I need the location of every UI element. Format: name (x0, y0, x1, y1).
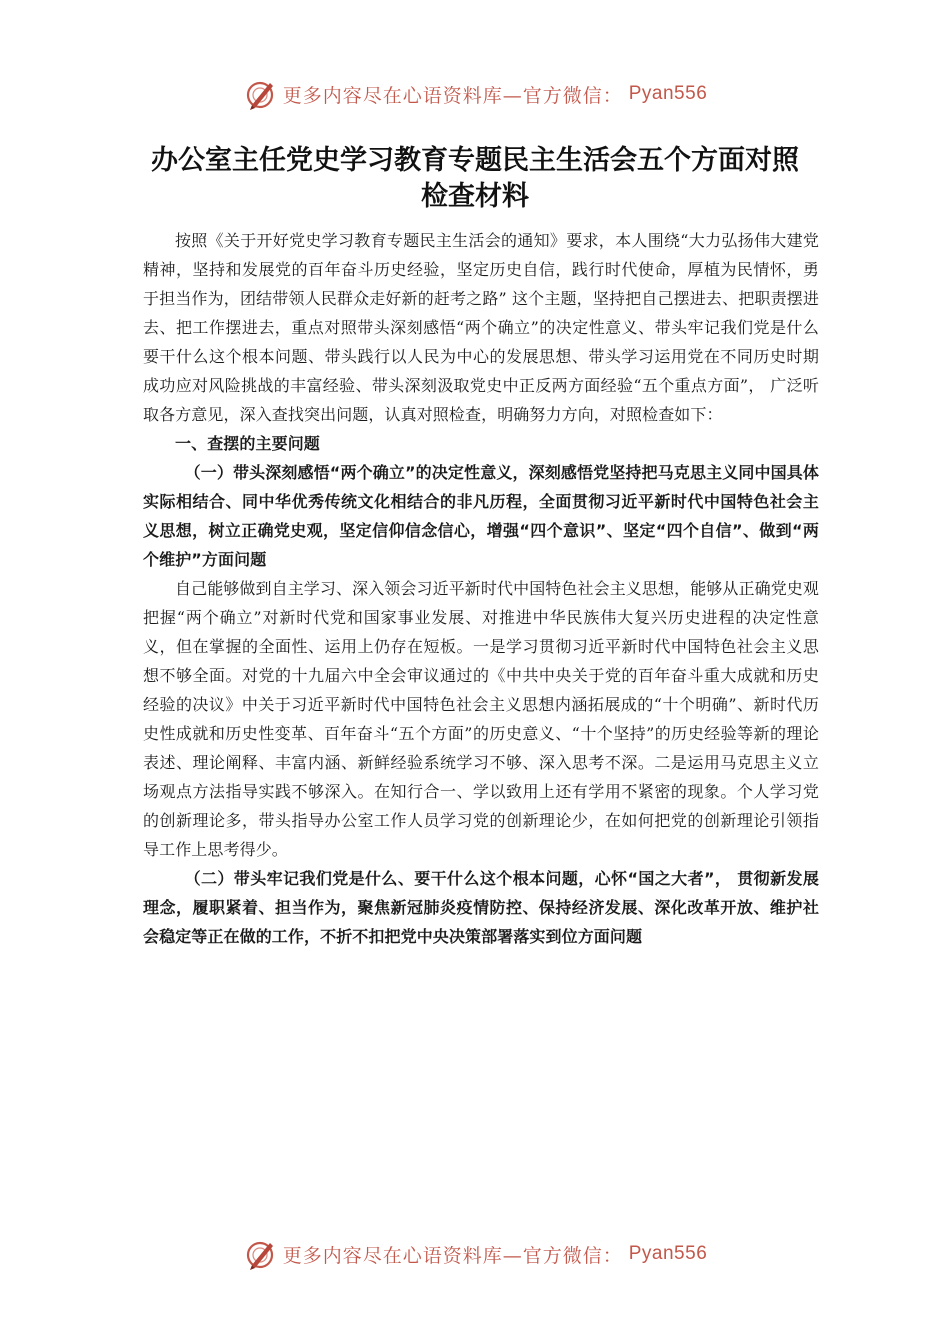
watermark-text: 更多内容尽在心语资料库—官方微信： (282, 84, 623, 107)
subsection-heading-2: （二）带头牢记我们党是什么、要干什么这个根本问题，心怀“国之大者”， 贯彻新发展理念，履职紧着、担当作为，聚焦新冠肺炎疫情防控、保持经济发展、深化改革开放、维护社会稳定等正在做的工作，不折不扣把党中央决策部署落实到位方面问题 (143, 869, 819, 946)
watermark-wechat-id: Pyan556 (628, 1243, 708, 1264)
pen-logo-icon (243, 77, 277, 111)
pen-logo-icon (243, 1237, 277, 1271)
document-body (143, 226, 819, 951)
subsection-heading-1: （一）带头深刻感悟“两个确立”的决定性意义，深刻感悟党坚持把马克思主义同中国具体实际相结合、同中华优秀传统文化相结合的非凡历程，全面贯彻习近平新时代中国特色社会主义思想，树立正确党史观，坚定信仰信念信心，增强“四个意识”、坚定“四个自信”、做到“两个维护”方面问题 (143, 463, 819, 569)
section-heading: 一、查摆的主要问题 (175, 434, 320, 453)
body-paragraph: 自己能够做到自主学习、深入领会习近平新时代中国特色社会主义思想，能够从正确党史观把握“两个确立”对新时代党和国家事业发展、对推进中华民族伟大复兴历史进程的决定性意义，但在掌握的全面性、运用上仍存在短板。一是学习贯彻习近平新时代中国特色社会主义思想不够全面。对党的十九届六中全会审议通过的《中共中央关于党的百年奋斗重大成就和历史经验的决议》中关于习近平新时代中国特色社会主义思想内涵拓展成的“十个明确”、新时代历史性成就和历史性变革、百年奋斗“五个方面”的历史意义、“十个坚持”的历史经验等新的理论表述、理论阐释、丰富内涵、新鲜经验系统学习不够、深入思考不深。二是运用马克思主义立场观点方法指导实践不够深入。在知行合一、学以致用上还有学用不紧密的现象。个人学习党的创新理论多，带头指导办公室工作人员学习党的创新理论少，在如何把党的创新理论引领指导工作上思考得少。 (143, 579, 820, 859)
watermark-header (0, 72, 950, 116)
intro-paragraph: 按照《关于开好党史学习教育专题民主生活会的通知》要求，本人围绕“大力弘扬伟大建党精神，坚持和发展党的百年奋斗历史经验，坚定历史自信，践行时代使命，厚植为民情怀，勇于担当作为，团结带领人民群众走好新的赶考之路” 这个主题，坚持把自己摆进去、把职责摆进去、把工作摆进去，重点对照带头深刻感悟“两个确立”的决定性意义、带头牢记我们党是什么要干什么这个根本问题、带头践行以人民为中心的发展思想、带头学习运用党在不同历史时期成功应对风险挑战的丰富经验、带头深刻汲取党史中正反两方面经验“五个重点方面”， 广泛听取各方意见，深入查找突出问题，认真对照检查，明确努力方向，对照检查如下： (143, 231, 819, 424)
watermark-footer (0, 1232, 950, 1276)
watermark-wechat-id: Pyan556 (628, 83, 708, 104)
document-title: 办公室主任党史学习教育专题民主生活会五个方面对照检查材料 (151, 145, 799, 212)
watermark-text: 更多内容尽在心语资料库—官方微信： (282, 1244, 623, 1267)
